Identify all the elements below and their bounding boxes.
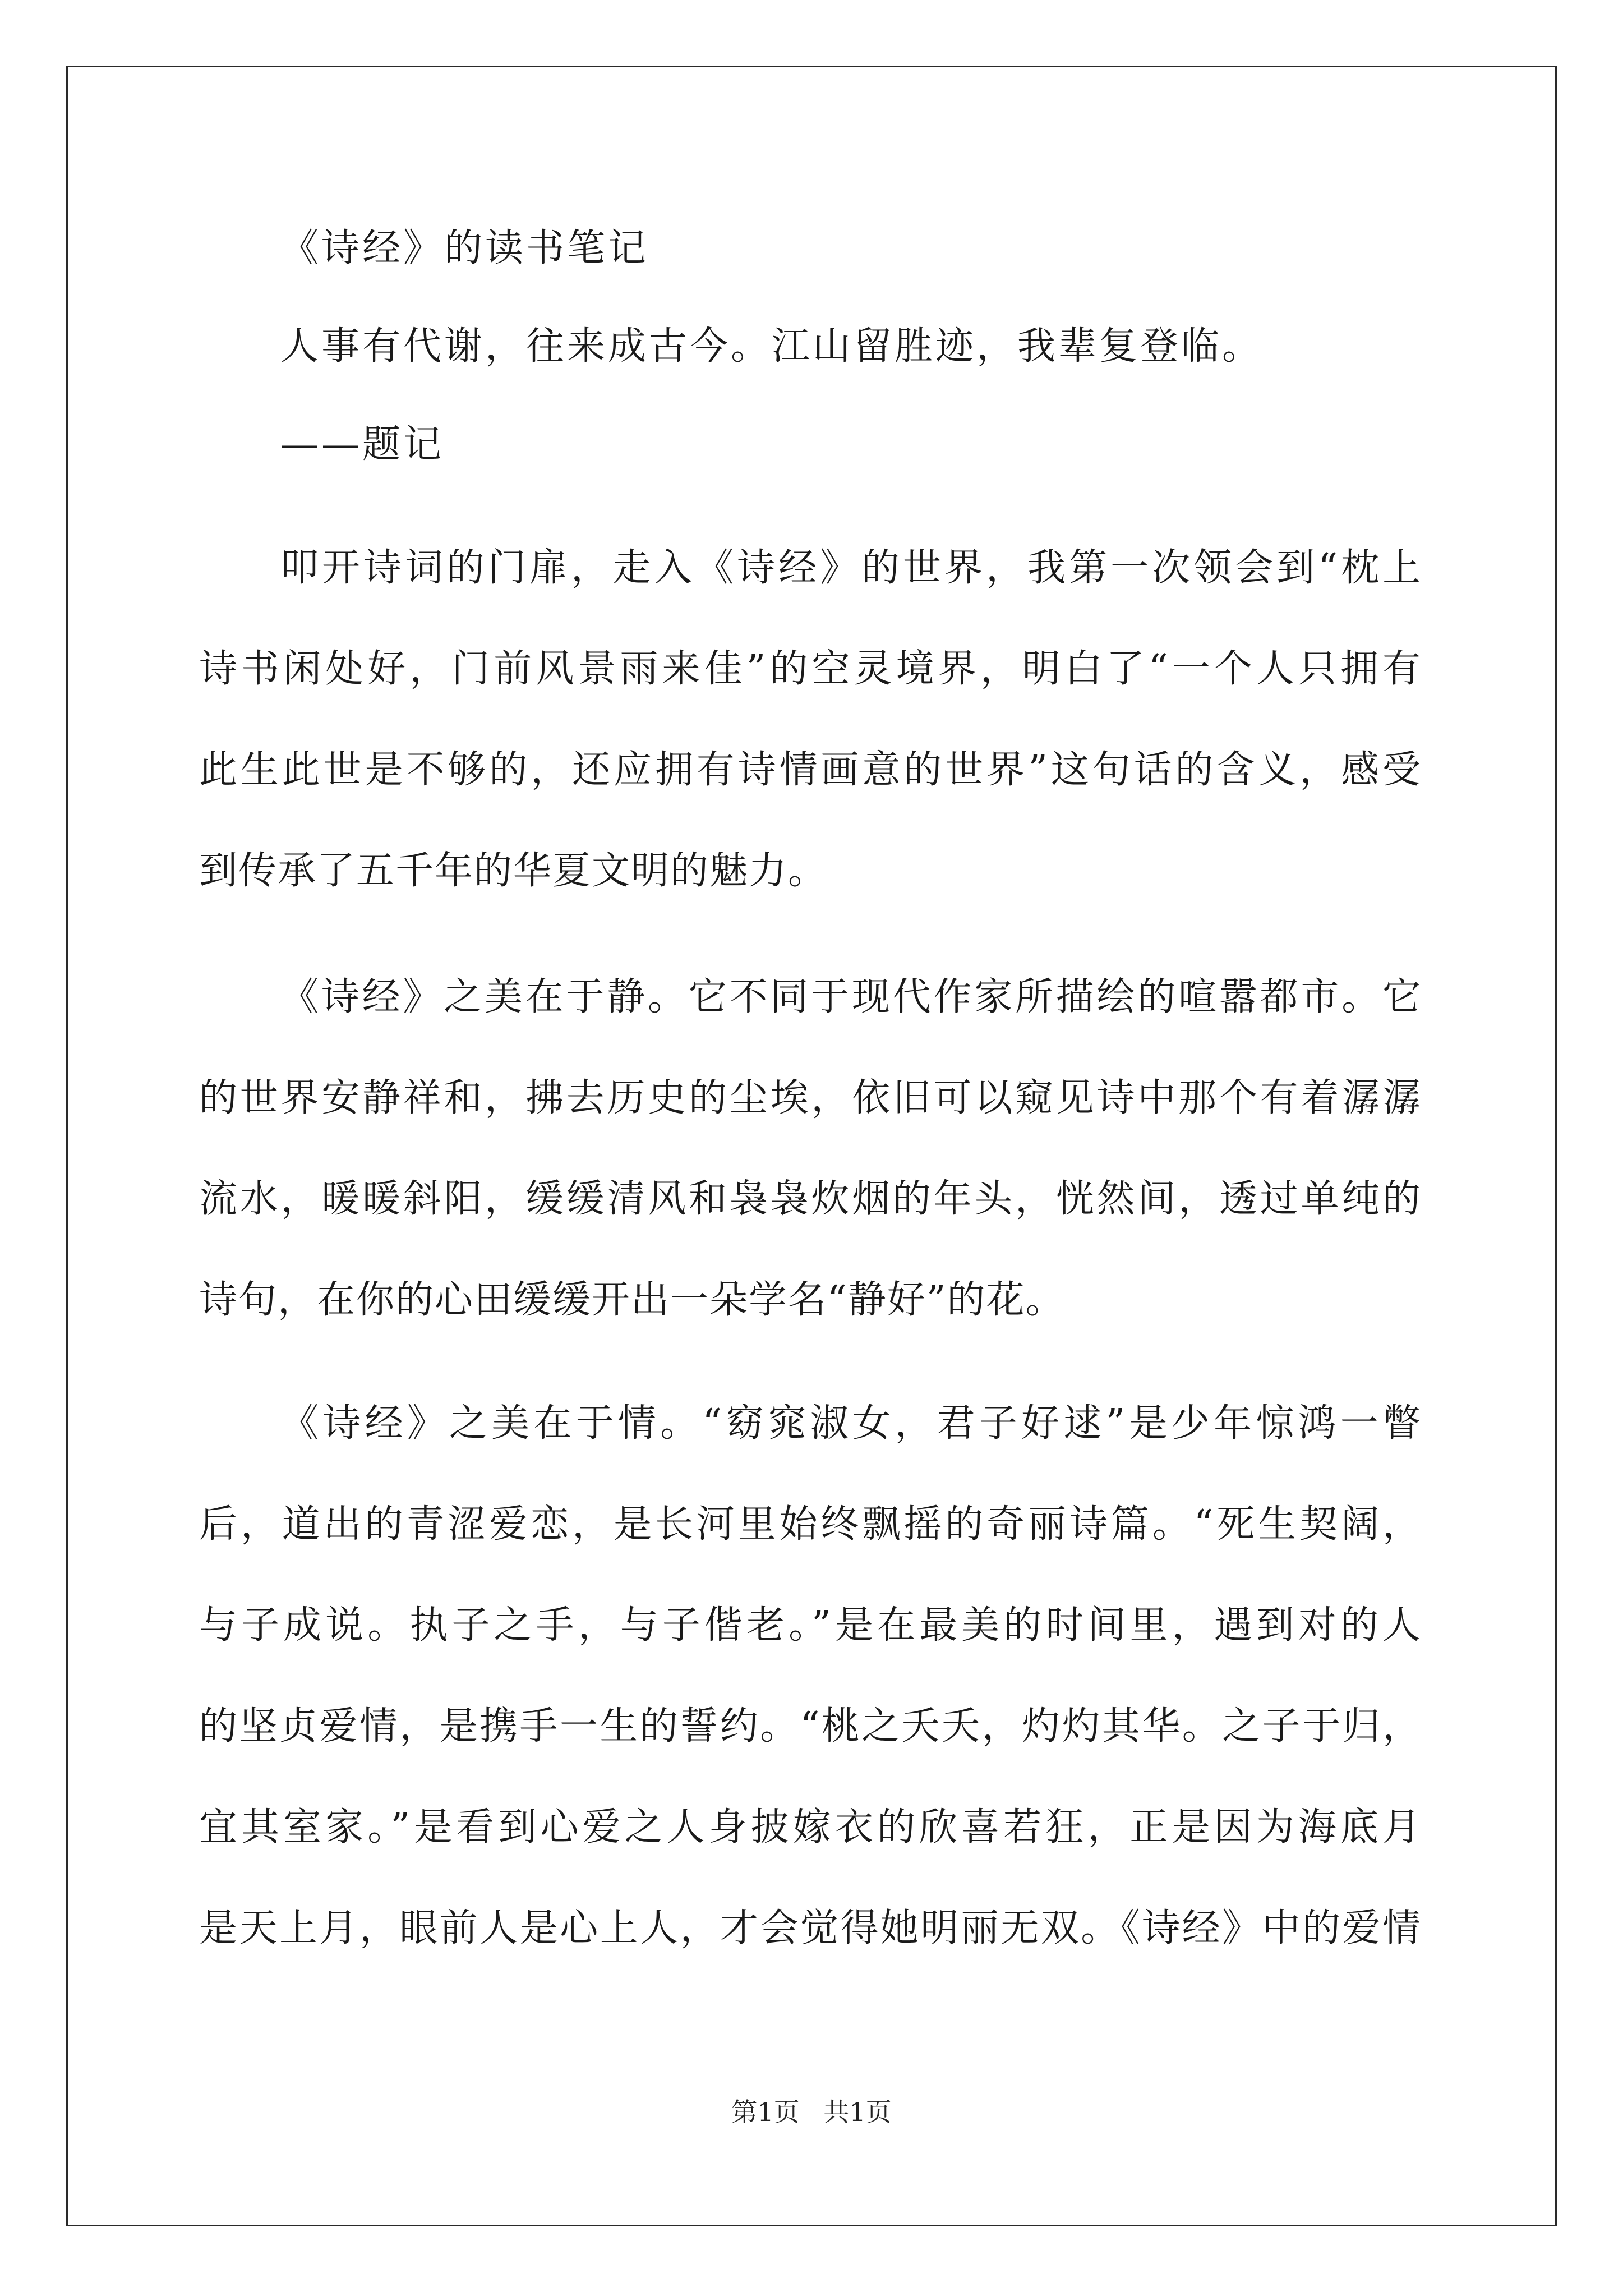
page-border bbox=[66, 66, 1557, 2226]
page-number: 第1页 bbox=[731, 2097, 800, 2127]
paragraph-line: 宜其室家。”是看到心爱之人身披嫁衣的欣喜若狂，正是因为海底月 bbox=[199, 1805, 1422, 1849]
paragraph-line: 诗句，在你的心田缓缓开出一朵学名“静好”的花。 bbox=[199, 1278, 1065, 1322]
paragraph-line: 是天上月，眼前人是心上人，才会觉得她明丽无双。《诗经》中的爱情 bbox=[199, 1906, 1422, 1950]
paragraph-line: 叩开诗词的门扉，走入《诗经》的世界，我第一次领会到“枕上 bbox=[280, 546, 1422, 590]
paragraph-line: 《诗经》之美在于静。它不同于现代作家所描绘的喧嚣都市。它 bbox=[280, 975, 1422, 1019]
document-title: 《诗经》的读书笔记 bbox=[280, 226, 649, 270]
page-footer bbox=[0, 2095, 1623, 2129]
paragraph-line: 此生此世是不够的，还应拥有诗情画意的世界”这句话的含义，感受 bbox=[199, 748, 1422, 792]
epigraph: 人事有代谢，往来成古今。江山留胜迹，我辈复登临。 bbox=[280, 324, 1264, 369]
paragraph-line: 《诗经》之美在于情。“窈窕淑女，君子好逑”是少年惊鸿一瞥 bbox=[280, 1401, 1422, 1446]
paragraph-line: 的坚贞爱情，是携手一生的誓约。“桃之夭夭，灼灼其华。之子于归， bbox=[199, 1704, 1422, 1749]
paragraph-line: 的世界安静祥和，拂去历史的尘埃，依旧可以窥见诗中那个有着潺潺 bbox=[199, 1076, 1422, 1120]
paragraph-line: 诗书闲处好，门前风景雨来佳”的空灵境界，明白了“一个人只拥有 bbox=[199, 647, 1422, 691]
paragraph-line: 流水，暖暖斜阳，缓缓清风和袅袅炊烟的年头，恍然间，透过单纯的 bbox=[199, 1177, 1422, 1221]
paragraph-line: 与子成说。执子之手，与子偕老。”是在最美的时间里，遇到对的人 bbox=[199, 1603, 1422, 1648]
epigraph-source: ——题记 bbox=[280, 422, 445, 467]
paragraph-line: 到传承了五千年的华夏文明的魅力。 bbox=[199, 849, 828, 893]
page-total: 共1页 bbox=[823, 2097, 892, 2127]
paragraph-line: 后，道出的青涩爱恋，是长河里始终飘摇的奇丽诗篇。“死生契阔， bbox=[199, 1502, 1422, 1547]
